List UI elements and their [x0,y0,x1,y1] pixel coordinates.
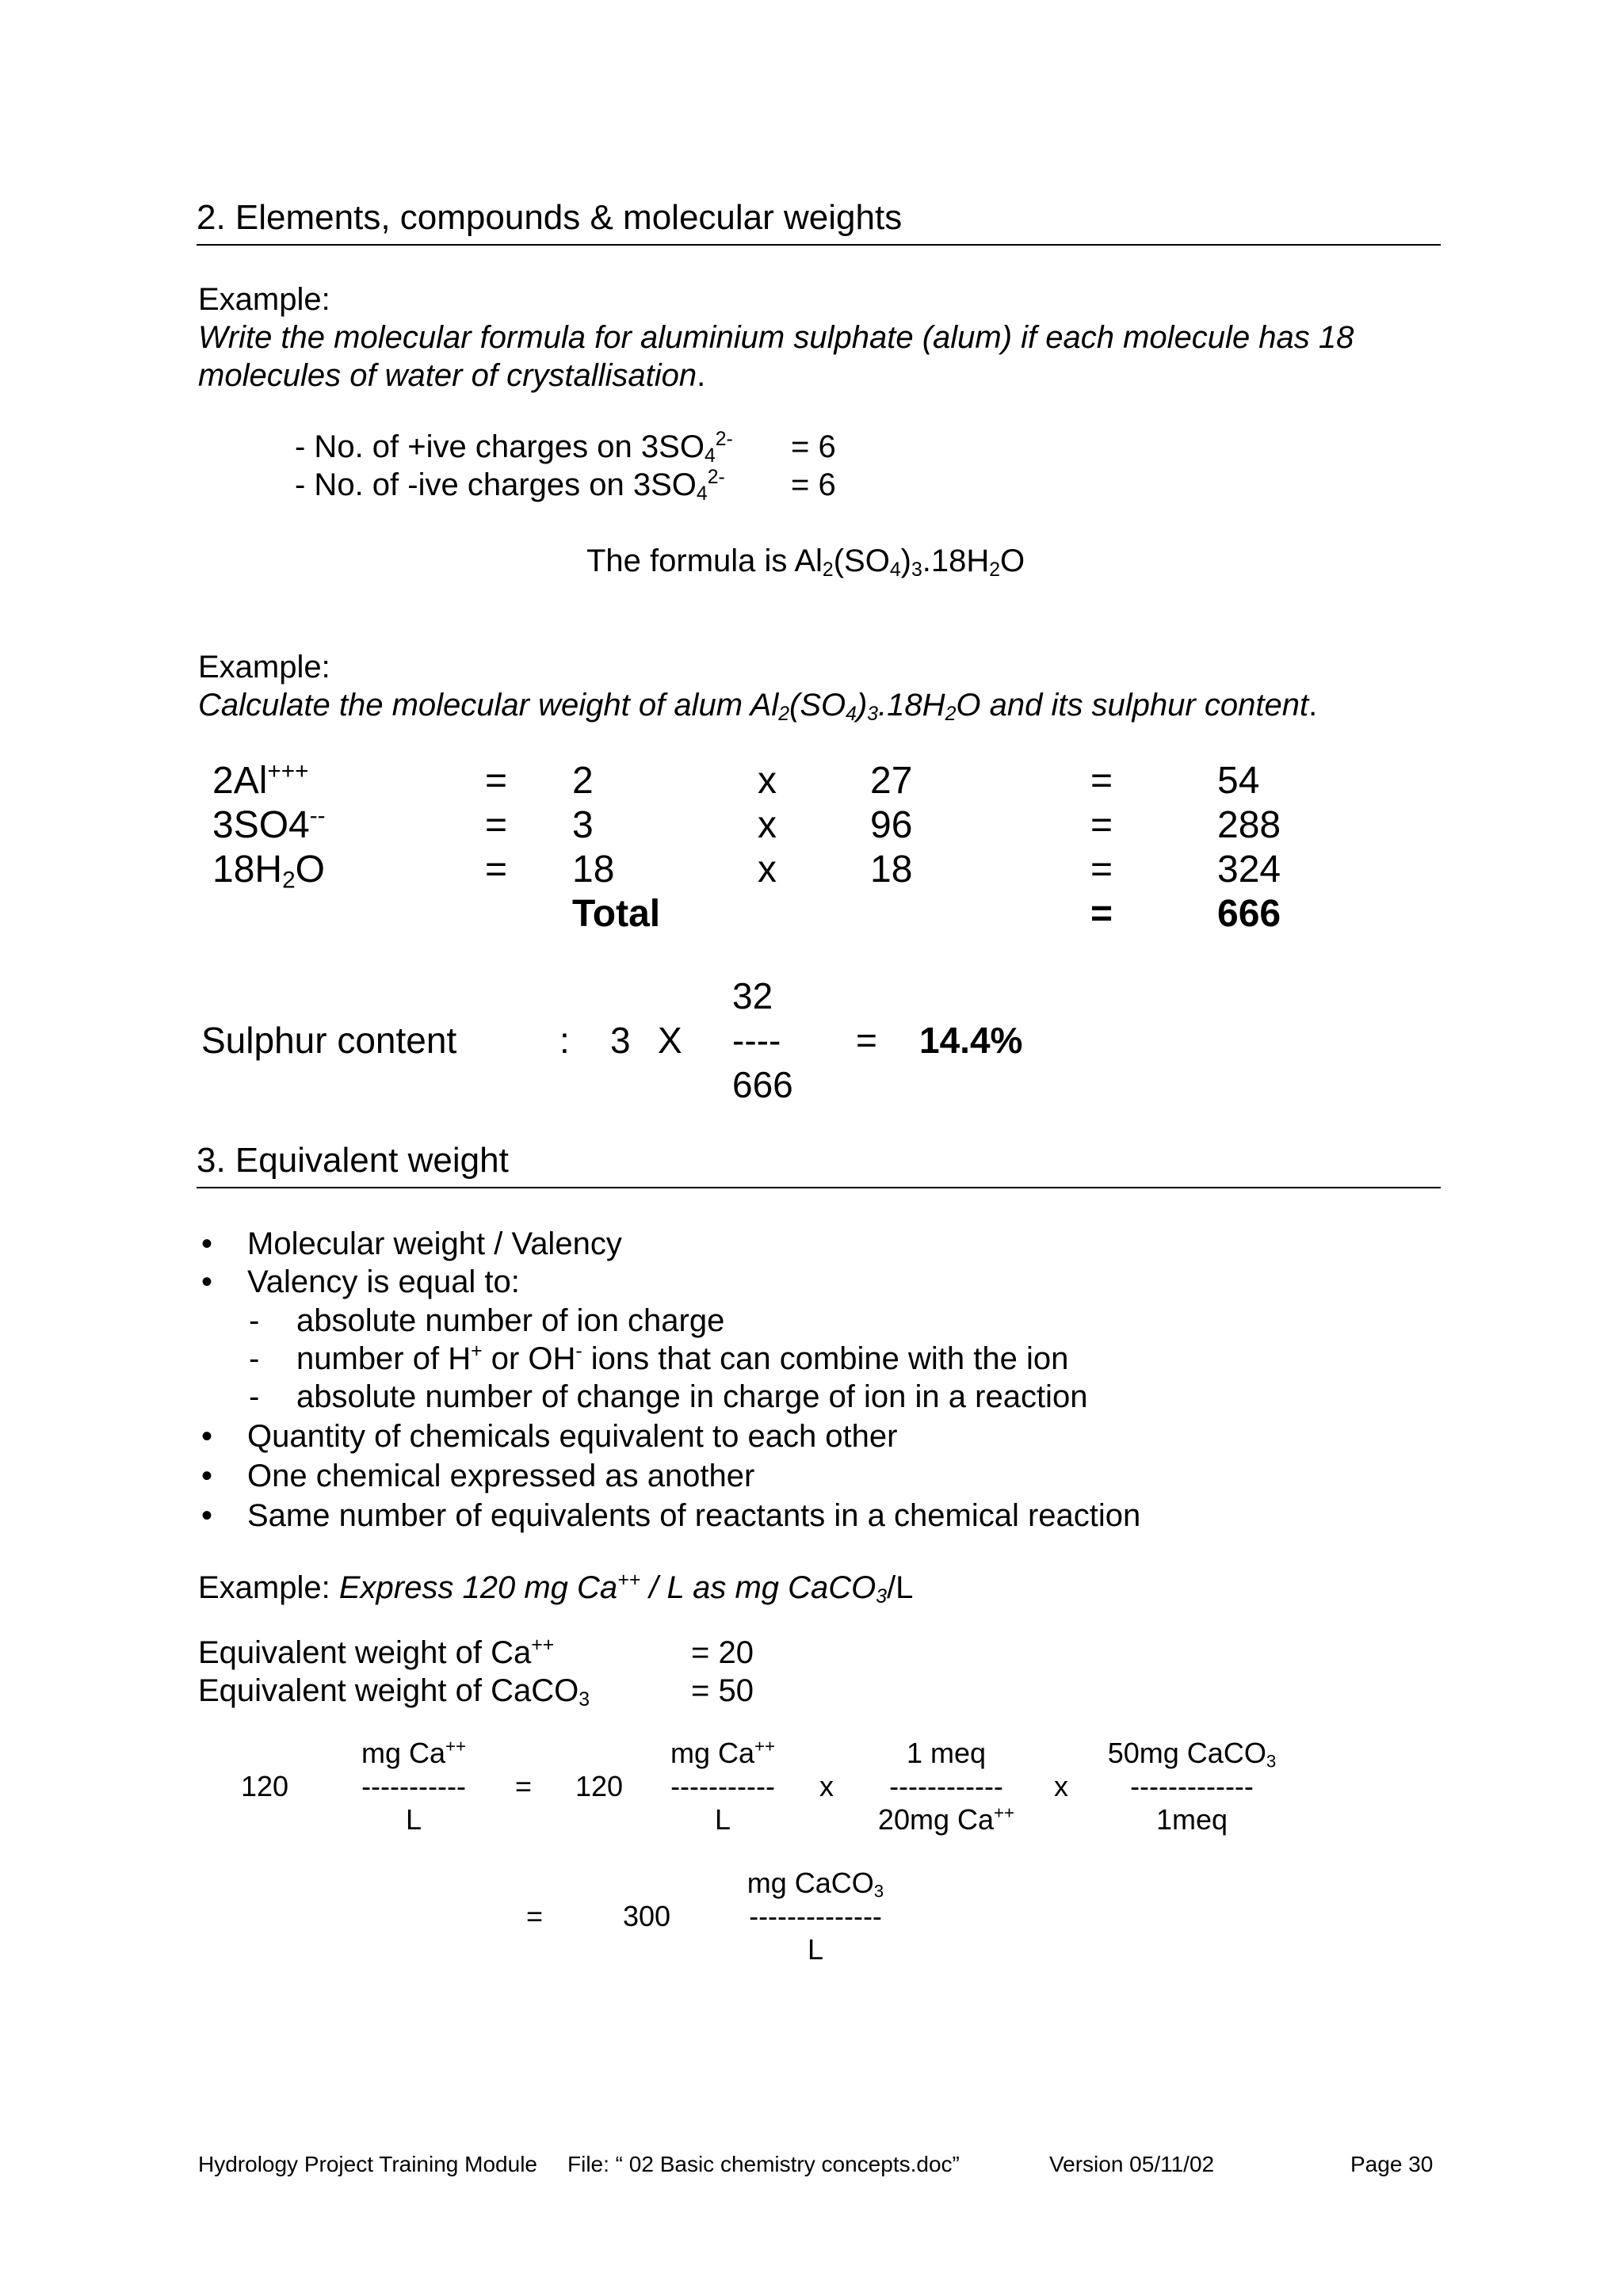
sulphur-denominator: 666 [732,1064,793,1105]
sulphur-colon: : [559,1020,570,1061]
conv-numerator: mg Ca++ [670,1736,776,1769]
positive-charges-line: - No. of +ive charges on $3SO_4^{2-}$ [295,429,733,467]
mw-row-weight: 18 [870,849,913,891]
sulphur-label: Sulphur content [201,1020,457,1061]
mw-row-eq: = [485,849,508,891]
footer-version: Version 05/11/02 [1049,2152,1215,2176]
mw-row-eq: = [485,760,508,802]
conv-eq: = [515,1770,533,1802]
alum-formula: The formula is $Al_2(SO_4)_3.18H_2O$ [586,543,1025,582]
conv-value: 120 [575,1770,624,1802]
positive-charges-value: = 6 [791,429,836,464]
example-3: Example: Express 120 mg Ca++ / L as mg CaCO$_3$/L [198,1569,914,1608]
mw-row-count: 18 [572,849,615,891]
negative-charges-value: = 6 [791,467,836,502]
mw-row-result: 54 [1217,760,1260,802]
mw-total-eq: = [1090,893,1113,935]
sub-item-marker: - [249,1303,260,1338]
mw-row-count: 2 [572,760,594,802]
eq-weight-ca-value: = 20 [691,1635,754,1670]
mw-row-species: 3SO4-- [212,803,326,846]
footer-module: Hydrology Project Training Module [198,2152,537,2176]
example-2-label: Example: [198,650,330,685]
sulphur-numerator: 32 [732,975,773,1016]
footer-page-number: Page 30 [1350,2152,1434,2176]
mw-row-count: 3 [572,804,594,846]
mw-row-result: 324 [1217,849,1281,891]
section-3-heading: 3. Equivalent weight [197,1141,509,1180]
example-2-question: Calculate the molecular weight of alum $Al_2(SO_4)_3.18H_2O$ and its sulphur content. [198,688,1318,726]
bullet-text: Quantity of chemicals equivalent to each other [247,1419,898,1454]
example-1-question-line-1: Write the molecular formula for aluminium sulphate (alum) if each molecule has 18 [198,320,1354,355]
conv-result-value: 300 [623,1900,671,1932]
mw-row-eq2: = [1090,804,1113,846]
bullet-marker: • [201,1226,213,1261]
conv-numerator: 50mg CaCO$_3$ [1107,1737,1277,1772]
conv-denominator: L [405,1803,422,1836]
mw-row-eq: = [485,804,508,846]
mw-row-times: x [758,760,777,802]
mw-row-eq2: = [1090,760,1113,802]
bullet-text: Same number of equivalents of reactants in a chemical reaction [247,1498,1141,1533]
sulphur-eq: = [856,1020,877,1061]
sub-item-text: absolute number of change in charge of ion in a reaction [296,1379,1088,1414]
example-1-label: Example: [198,282,330,317]
mw-row-result: 288 [1217,804,1281,846]
conv-fraction-bar: ----------- [670,1770,775,1802]
conv-times: x [1054,1770,1068,1802]
bullet-marker: • [201,1498,213,1533]
eq-weight-caco3-value: = 50 [691,1673,754,1708]
example-1-question-line-2: molecules of water of crystallisation. [198,358,706,393]
mw-total-value: 666 [1217,893,1281,935]
section-2-rule [197,244,1441,246]
mw-row-times: x [758,804,777,846]
sulphur-times: X [658,1020,682,1061]
mw-row-weight: 96 [870,804,913,846]
conv-fraction-bar: ------------- [1130,1770,1254,1802]
conv-times: x [819,1770,834,1802]
conv-denominator: L [714,1803,731,1836]
sulphur-result: 14.4% [919,1020,1023,1061]
sulphur-factor: 3 [610,1020,631,1061]
conv-result-fraction-bar: -------------- [749,1900,882,1932]
sub-item-text: number of H+ or OH- ions that can combine with the ion [296,1341,1069,1376]
section-3-rule [197,1187,1441,1188]
sulphur-fraction-bar: ---- [732,1020,781,1061]
bullet-marker: • [201,1264,213,1299]
conv-result-denominator: L [807,1933,824,1966]
footer-file: File: “ 02 Basic chemistry concepts.doc” [567,2152,960,2176]
conv-numerator: 1 meq [906,1737,987,1769]
conv-value: 120 [241,1770,289,1802]
section-2-heading: 2. Elements, compounds & molecular weights [197,198,903,237]
mw-row-species: 2Al+++ [212,758,309,802]
conv-fraction-bar: ----------- [361,1770,466,1802]
mw-row-weight: 27 [870,760,913,802]
conv-numerator: mg Ca++ [361,1736,467,1769]
negative-charges-line: - No. of -ive charges on $3SO_4^{2-}$ [295,467,725,505]
bullet-marker: • [201,1459,213,1493]
sub-item-marker: - [249,1379,260,1414]
bullet-marker: • [201,1419,213,1454]
mw-total-label: Total [572,893,661,935]
bullet-text: Molecular weight / Valency [247,1226,622,1261]
eq-weight-ca-label: Equivalent weight of Ca++ [198,1634,555,1670]
mw-row-species: $18H_2O$ [212,849,325,894]
conv-denominator: 20mg Ca++ [877,1802,1015,1836]
conv-result-eq: = [526,1900,544,1932]
conv-denominator: 1meq [1155,1803,1228,1836]
mw-row-eq2: = [1090,849,1113,891]
sub-item-marker: - [249,1341,260,1376]
conv-result-numerator: mg CaCO$_3$ [747,1867,884,1901]
bullet-text: Valency is equal to: [247,1264,520,1299]
eq-weight-caco3-label: Equivalent weight of CaCO$_3$ [198,1673,590,1711]
conv-fraction-bar: ------------ [889,1770,1003,1802]
sub-item-text: absolute number of ion charge [296,1303,725,1338]
bullet-text: One chemical expressed as another [247,1459,755,1493]
mw-row-times: x [758,849,777,891]
